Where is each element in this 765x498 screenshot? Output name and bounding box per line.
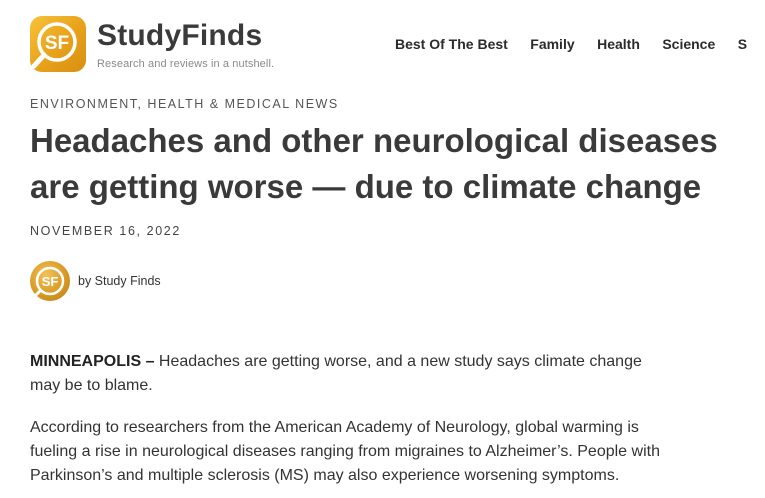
article-date: NOVEMBER 16, 2022 — [30, 224, 181, 238]
nav-item-health[interactable]: Health — [597, 36, 640, 52]
site-header — [0, 0, 748, 85]
logo-letters: SF — [44, 33, 70, 54]
article-paragraph — [30, 416, 720, 488]
nav-item-family[interactable]: Family — [530, 36, 575, 52]
article-headline — [30, 118, 750, 210]
paragraph-text: According to researchers from the American Academy of Neurology, global warming is — [30, 419, 639, 436]
nav-item-science[interactable]: Science — [662, 36, 716, 52]
brand-tagline: Research and reviews in a nutshell. — [97, 58, 275, 70]
avatar-letters: SF — [41, 274, 59, 289]
nav-item-best-of-the-best[interactable]: Best Of The Best — [395, 36, 508, 52]
paragraph-text: Headaches are getting worse, and a new study says climate change — [154, 353, 642, 370]
paragraph-text: fueling a rise in neurological diseases ranging from migraines to Alzheimer’s. People with — [30, 443, 660, 460]
author-avatar[interactable] — [30, 261, 70, 301]
nav-item-truncated[interactable]: S — [737, 36, 748, 52]
paragraph-text: Parkinson’s and multiple sclerosis (MS) may also experience worsening symptoms. — [30, 467, 620, 484]
headline-line-1: Headaches and other neurological diseases — [30, 122, 718, 159]
paragraph-text: may be to blame. — [30, 377, 153, 394]
headline-line-2: are getting worse — due to climate change — [30, 168, 702, 205]
main-nav — [395, 35, 765, 53]
studyfinds-logo-icon[interactable] — [30, 16, 86, 72]
article-category[interactable]: ENVIRONMENT, HEALTH & MEDICAL NEWS — [30, 97, 339, 111]
brand-name[interactable]: StudyFinds — [97, 19, 263, 52]
author-byline[interactable]: by Study Finds — [78, 274, 161, 288]
article-paragraph — [30, 350, 720, 398]
dateline: MINNEAPOLIS – — [30, 353, 155, 370]
